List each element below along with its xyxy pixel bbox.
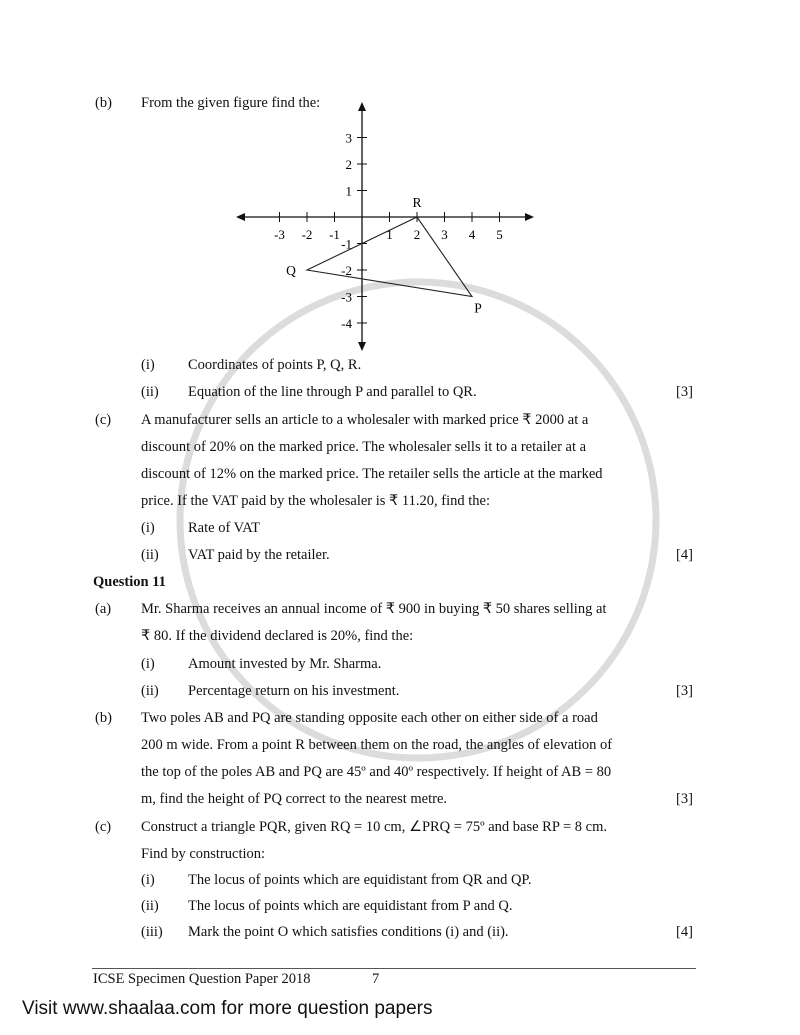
question-heading: Question 11 [93,574,166,590]
bottom-banner: Visit www.shaalaa.com for more question papers [22,998,433,1019]
q10c-line: price. If the VAT paid by the wholesaler is ₹ 11.20, find the: [141,493,490,509]
y-tick-label: 3 [345,130,352,146]
y-tick-label: -1 [341,236,352,252]
y-tick-label: 2 [345,157,352,172]
y-tick-label: -4 [341,316,352,331]
q11a-i-text: Amount invested by Mr. Sharma. [188,656,382,672]
q10c-ii-text: VAT paid by the retailer. [188,547,330,563]
q10c-line: discount of 20% on the marked price. The wholesaler sells it to a retailer at a [141,439,587,455]
marks: [3] [676,683,693,699]
q11a-line: Mr. Sharma receives an annual income of ₹ 900 in buying ₹ 50 shares selling at [141,601,607,617]
x-tick-label: 3 [441,227,448,242]
q10c-label: (c) [95,412,112,428]
q11c-i-label: (i) [141,872,155,888]
q11a-ii-text: Percentage return on his investment. [188,683,400,699]
y-tick-label: 1 [345,183,352,199]
q10c-i-label: (i) [141,520,155,536]
x-tick-label: 5 [496,227,503,242]
q11c-ii-label: (ii) [141,898,159,914]
q11b-line: the top of the poles AB and PQ are 45º and 40º respectively. If height of AB = 80 [141,764,612,780]
q10c-line: A manufacturer sells an article to a wholesaler with marked price ₹ 2000 at a [141,412,589,428]
q11c-line: Find by construction: [141,846,266,862]
footer-title: ICSE Specimen Question Paper 2018 [93,971,311,987]
q11a-label: (a) [95,601,112,617]
q10b-ii-text: Equation of the line through P and parallel to QR. [188,384,477,400]
marks: [4] [676,547,693,563]
page-number: 7 [372,971,380,987]
q10b-text: From the given figure find the: [141,95,321,111]
q10b-i-label: (i) [141,357,155,373]
q10b-ii-label: (ii) [141,384,159,400]
q11a-line: ₹ 80. If the dividend declared is 20%, find the: [141,628,414,644]
footer-divider [92,968,696,969]
y-tick-label: -3 [341,289,352,305]
point-label-q: Q [286,263,296,278]
x-tick-label: 4 [468,227,476,242]
q11b-label: (b) [95,710,112,726]
marks: [4] [676,924,693,940]
x-tick-label: 2 [413,227,421,242]
x-tick-label: -3 [274,227,285,242]
x-tick-label: 1 [386,227,393,242]
coordinate-figure [0,0,800,360]
q10b-label: (b) [95,95,112,111]
q10b-i-text: Coordinates of points P, Q, R. [188,357,362,373]
q11c-line: Construct a triangle PQR, given RQ = 10 cm, ∠PRQ = 75º and base RP = 8 cm. [141,819,607,835]
q10c-ii-label: (ii) [141,547,159,563]
x-tick-label: -1 [329,227,340,242]
q11c-iii-text: Mark the point O which satisfies conditions (i) and (ii). [188,924,509,940]
marks: [3] [676,384,693,400]
q11b-line: Two poles AB and PQ are standing opposite each other on either side of a road [141,710,598,726]
q11c-label: (c) [95,819,112,835]
q11a-ii-label: (ii) [141,683,159,699]
point-label-p: P [474,300,482,316]
q10c-line: discount of 12% on the marked price. The retailer sells the article at the marked [141,466,603,482]
q11c-ii-text: The locus of points which are equidistant from P and Q. [188,898,513,914]
q11b-line: 200 m wide. From a point R between them on the road, the angles of elevation of [141,737,613,753]
q10c-i-text: Rate of VAT [188,520,260,536]
marks: [3] [676,791,693,807]
q11a-i-label: (i) [141,656,155,672]
x-tick-label: -2 [301,227,313,242]
q11b-line: m, find the height of PQ correct to the nearest metre. [141,791,448,807]
q11c-iii-label: (iii) [141,924,163,940]
q11c-i-text: The locus of points which are equidistant from QR and QP. [188,872,532,888]
y-tick-label: -2 [341,263,352,278]
point-label-r: R [412,195,422,210]
